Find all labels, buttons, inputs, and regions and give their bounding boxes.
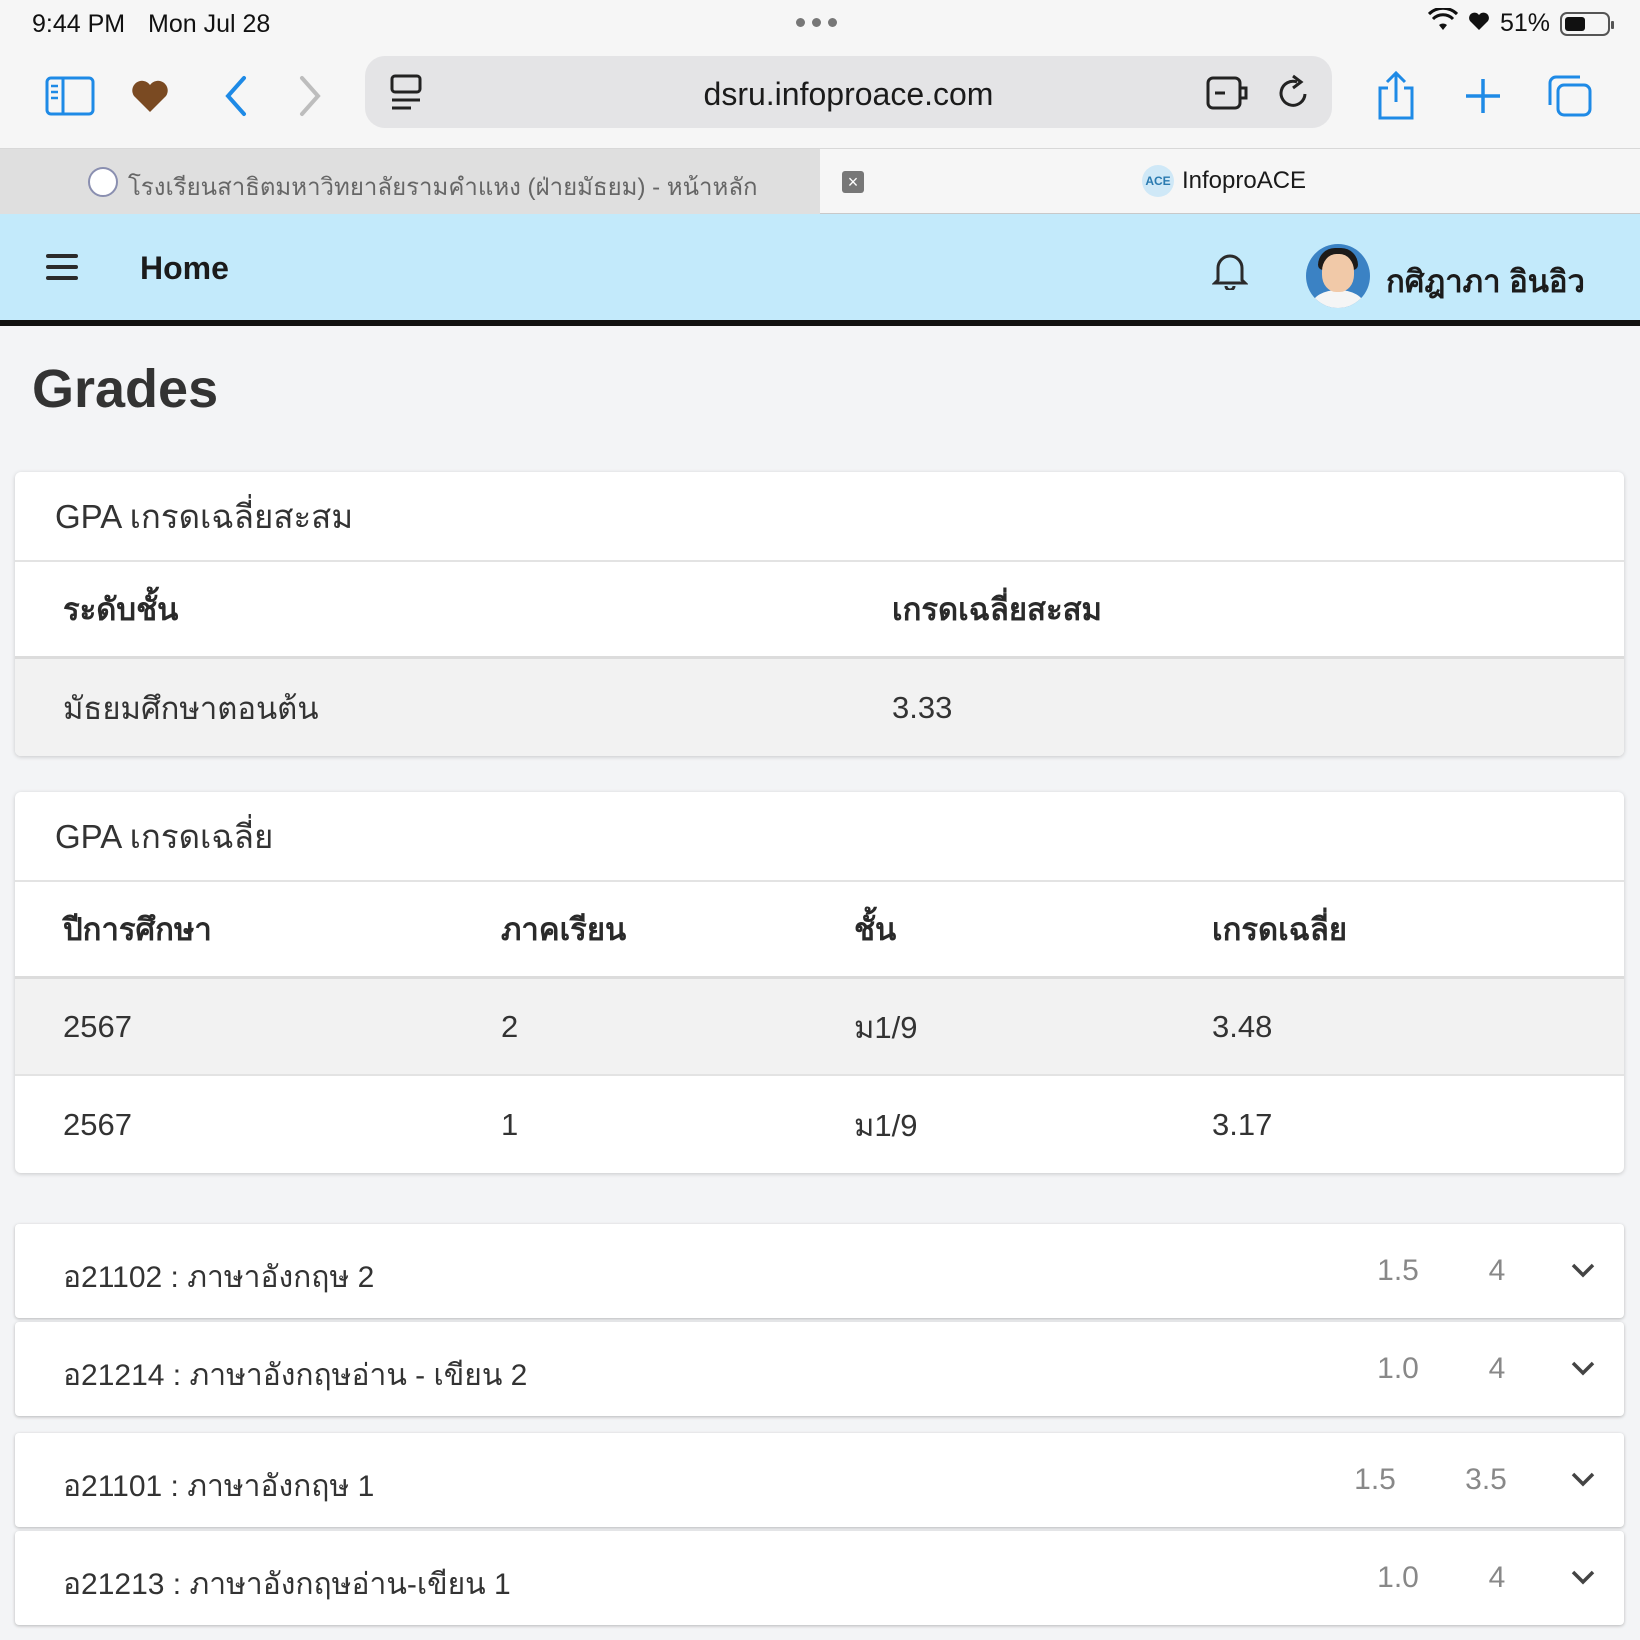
favorite-heart-icon[interactable] xyxy=(122,68,178,124)
status-date: Mon Jul 28 xyxy=(148,10,271,38)
tab-infoproace[interactable] xyxy=(1142,165,1306,197)
table-cell: มัธยมศึกษาตอนต้น xyxy=(63,690,319,726)
tab-bar xyxy=(0,148,1640,214)
extension-icon[interactable] xyxy=(1205,74,1249,117)
subject-grade: 4 xyxy=(1488,1561,1506,1594)
subject-credit: 1.0 xyxy=(1377,1561,1419,1594)
table-header-row xyxy=(15,562,1624,659)
user-name[interactable]: กศิฎาภา อินอิว xyxy=(1386,264,1585,299)
subject-grade: 3.5 xyxy=(1465,1463,1507,1496)
infoproace-logo-icon: ACE xyxy=(1142,165,1174,197)
tab-overview-icon[interactable] xyxy=(1542,68,1598,124)
column-header: ระดับชั้น xyxy=(63,592,179,627)
share-icon[interactable] xyxy=(1368,68,1424,124)
table-cell: ม1/9 xyxy=(854,1009,918,1045)
wifi-icon xyxy=(1428,8,1458,39)
table-cell: 1 xyxy=(501,1106,519,1142)
browser-toolbar xyxy=(0,46,1640,148)
column-header: เกรดเฉลี่ยสะสม xyxy=(892,592,1102,627)
term-gpa-card xyxy=(15,792,1624,1173)
subject-credit: 1.5 xyxy=(1377,1254,1419,1287)
chevron-down-icon[interactable] xyxy=(1569,1567,1597,1587)
subject-name: อ21101 : ภาษาอังกฤษ 1 xyxy=(63,1470,375,1503)
subject-grade: 4 xyxy=(1488,1352,1506,1385)
subject-row[interactable] xyxy=(15,1224,1624,1318)
menu-icon[interactable] xyxy=(46,254,78,280)
column-header: เกรดเฉลี่ย xyxy=(1212,912,1348,947)
table-cell: ม1/9 xyxy=(854,1107,918,1143)
tab-title: โรงเรียนสาธิตมหาวิทยาลัยรามคำแหง (ฝ่ายมัธยม) - หน้าหลัก xyxy=(128,174,758,201)
subject-name: อ21102 : ภาษาอังกฤษ 2 xyxy=(63,1261,375,1294)
table-cell: 2567 xyxy=(63,1106,132,1142)
header-title: Home xyxy=(140,250,229,286)
multitasking-dots-icon[interactable] xyxy=(796,18,837,27)
avatar[interactable] xyxy=(1306,244,1370,308)
subject-row[interactable] xyxy=(15,1322,1624,1416)
school-logo-icon xyxy=(88,167,118,197)
sidebar-toggle-icon[interactable] xyxy=(42,68,98,124)
column-header: ปีการศึกษา xyxy=(63,912,212,947)
subject-row[interactable] xyxy=(15,1531,1624,1625)
card-title: GPA เกรดเฉลี่ยสะสม xyxy=(15,472,1624,562)
table-cell: 3.33 xyxy=(892,689,953,725)
battery-percent: 51% xyxy=(1499,9,1550,37)
table-cell: 2567 xyxy=(63,1008,132,1044)
table-cell: 2 xyxy=(501,1008,519,1044)
subject-credit: 1.0 xyxy=(1377,1352,1419,1385)
tab-title: InfoproACE xyxy=(1182,167,1307,194)
tab-school-home[interactable] xyxy=(0,149,820,214)
chevron-down-icon[interactable] xyxy=(1569,1358,1597,1378)
forward-arrow-icon[interactable] xyxy=(282,68,338,124)
heart-status-icon xyxy=(1468,9,1490,38)
tab-close-icon[interactable]: × xyxy=(842,171,864,193)
subject-name: อ21214 : ภาษาอังกฤษอ่าน - เขียน 2 xyxy=(63,1359,528,1392)
subject-grade: 4 xyxy=(1488,1254,1506,1287)
table-row xyxy=(15,659,1624,756)
back-arrow-icon[interactable] xyxy=(208,68,264,124)
battery-icon xyxy=(1560,12,1610,36)
table-row xyxy=(15,979,1624,1076)
subject-credit: 1.5 xyxy=(1354,1463,1396,1496)
cumulative-gpa-card xyxy=(15,472,1624,756)
address-bar[interactable] xyxy=(365,56,1332,128)
table-cell: 3.17 xyxy=(1212,1106,1273,1142)
column-header: ชั้น xyxy=(854,912,897,947)
subject-row[interactable] xyxy=(15,1433,1624,1527)
table-row xyxy=(15,1076,1624,1173)
status-time: 9:44 PM xyxy=(32,10,126,38)
chevron-down-icon[interactable] xyxy=(1569,1260,1597,1280)
table-cell: 3.48 xyxy=(1212,1008,1273,1044)
table-header-row xyxy=(15,882,1624,979)
url-text: dsru.infoproace.com xyxy=(703,76,994,112)
subject-name: อ21213 : ภาษาอังกฤษอ่าน-เขียน 1 xyxy=(63,1568,511,1601)
notification-bell-icon[interactable] xyxy=(1212,250,1248,290)
reload-icon[interactable] xyxy=(1275,74,1311,117)
app-header xyxy=(0,214,1640,326)
new-tab-plus-icon[interactable] xyxy=(1455,68,1511,124)
page-title: Grades xyxy=(32,359,219,419)
column-header: ภาคเรียน xyxy=(501,912,627,947)
card-title: GPA เกรดเฉลี่ย xyxy=(15,792,1624,882)
status-bar xyxy=(0,0,1640,46)
chevron-down-icon[interactable] xyxy=(1569,1469,1597,1489)
